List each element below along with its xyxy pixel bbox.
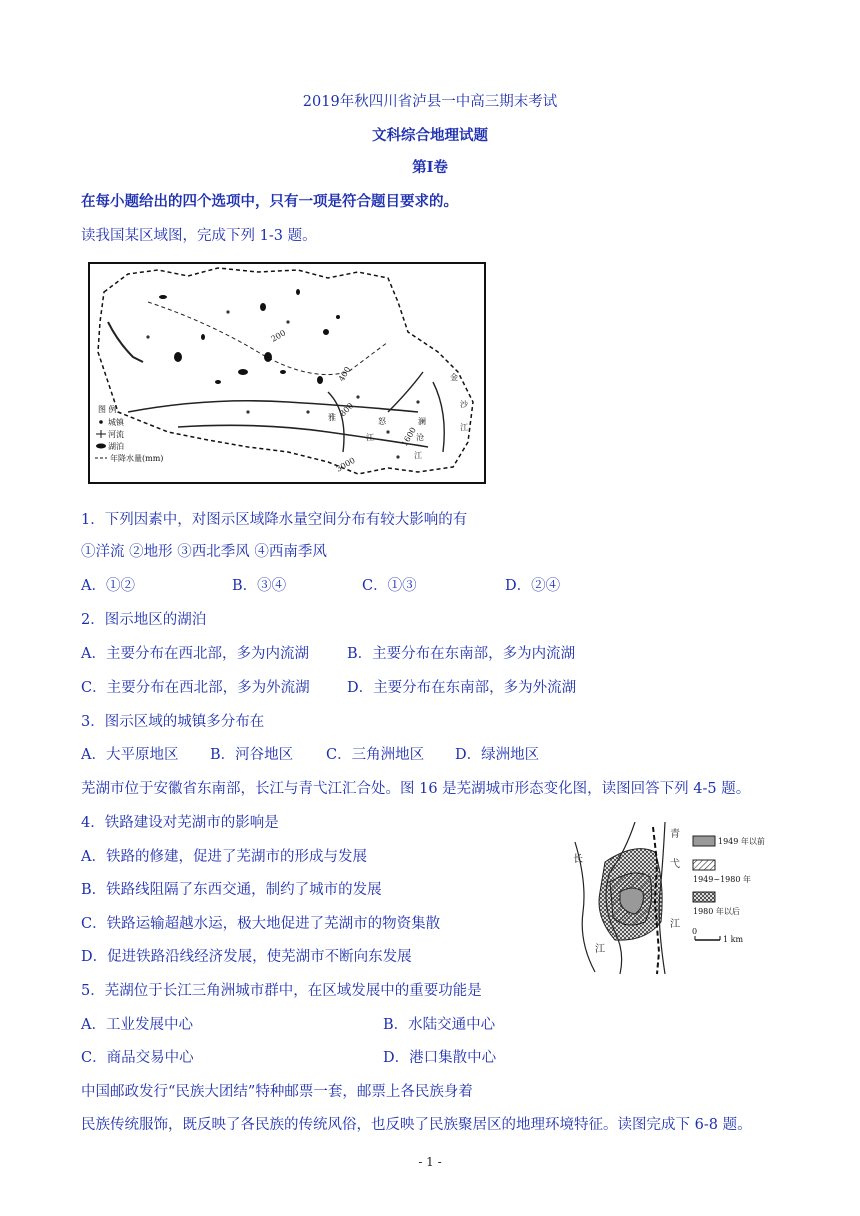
instruction: 在每小题给出的四个选项中，只有一项是符合题目要求的。 (81, 193, 458, 210)
legend-river: 河流 (108, 430, 124, 439)
q2-stem: 2．图示地区的湖泊 (81, 612, 207, 628)
region-map-figure (88, 262, 486, 484)
legend-precip: 年降水量(mm) (110, 454, 164, 463)
q2-option-b[interactable]: B．主要分布在东南部，多为内流湖 (347, 646, 576, 662)
isohyet-1600: 1600 (399, 425, 418, 448)
q3-option-b[interactable]: B．河谷地区 (210, 747, 294, 763)
wuhu-legend-1980: 1980 年以后 (693, 907, 740, 916)
q1-factors: ①洋流 ②地形 ③西北季风 ④西南季风 (81, 544, 327, 560)
school-title: 2019年秋四川省泸县一中高三期末考试 (302, 94, 558, 110)
isohyet-3000: 3000 (334, 455, 357, 474)
legend-town: 城镇 (108, 418, 124, 427)
q4-option-a[interactable]: A．铁路的修建，促进了芜湖市的形成与发展 (81, 849, 367, 865)
wuhu-city-map-figure (565, 822, 767, 976)
isohyet-200: 200 (269, 328, 288, 344)
place-lan: 澜 (418, 417, 426, 426)
intro-q6-8-line2: 民族传统服饰，既反映了各民族的传统风俗，也反映了民族聚居区的地理环境特征。读图完成下 6-8 题。 (81, 1117, 752, 1133)
q1-option-d[interactable]: D．②④ (505, 578, 561, 594)
q4-stem: 4．铁路建设对芜湖市的影响是 (81, 815, 279, 831)
q5-option-d[interactable]: D．港口集散中心 (383, 1050, 497, 1066)
q4-option-c[interactable]: C．铁路运输超越水运，极大地促进了芜湖市的物资集散 (81, 916, 441, 932)
intro-q1-3: 读我国某区域图，完成下列 1-3 题。 (81, 228, 317, 244)
place-cang: 沧 (416, 433, 424, 442)
q4-option-d[interactable]: D．促进铁路沿线经济发展，使芜湖市不断向东发展 (81, 949, 412, 965)
wuhu-legend-1949-1980: 1949~1980 年 (693, 875, 751, 884)
q1-option-b[interactable]: B．③④ (232, 578, 287, 594)
map1-legend-title: 图 例 (98, 405, 117, 414)
q2-option-d[interactable]: D．主要分布在东南部，多为外流湖 (347, 680, 577, 696)
place-nu: 怒 (378, 417, 386, 426)
q1-option-a[interactable]: A．①② (81, 578, 135, 594)
place-jin: 金 (450, 373, 458, 382)
q1-option-c[interactable]: C．①③ (362, 578, 417, 594)
wuhu-river-qing: 青 (670, 829, 680, 840)
wuhu-scale-1km: 1 km (723, 935, 744, 944)
q1-stem: 1．下列因素中，对图示区域降水量空间分布有较大影响的有 (81, 512, 468, 528)
wuhu-scale-0: 0 (692, 927, 698, 936)
q3-stem: 3．图示区域的城镇多分布在 (81, 714, 265, 730)
q3-option-c[interactable]: C．三角洲地区 (326, 747, 425, 763)
isohyet-800: 800 (338, 401, 356, 419)
place-jiang-1: 江 (460, 423, 468, 432)
place-sha: 沙 (460, 400, 468, 409)
place-ya: 雅 (328, 413, 336, 422)
q3-option-d[interactable]: D．绿洲地区 (455, 747, 540, 763)
place-jiang-3: 江 (366, 433, 374, 442)
isohyet-400: 400 (336, 365, 353, 383)
q5-stem: 5．芜湖位于长江三角洲城市群中，在区域发展中的重要功能是 (81, 983, 482, 999)
q2-option-a[interactable]: A．主要分布在西北部，多为内流湖 (81, 646, 309, 662)
q3-option-a[interactable]: A．大平原地区 (81, 747, 179, 763)
intro-q6-8-line1: 中国邮政发行“民族大团结”特种邮票一套，邮票上各民族身着 (81, 1084, 473, 1100)
q5-option-a[interactable]: A．工业发展中心 (81, 1017, 193, 1033)
q5-option-b[interactable]: B．水陆交通中心 (383, 1017, 496, 1033)
volume-label: 第Ⅰ卷 (412, 159, 448, 176)
wuhu-river-jiang-2: 江 (670, 919, 680, 930)
exam-title: 文科综合地理试题 (372, 127, 488, 144)
q4-option-b[interactable]: B．铁路线阻隔了东西交通，制约了城市的发展 (81, 882, 382, 898)
q5-option-c[interactable]: C．商品交易中心 (81, 1050, 194, 1066)
place-jiang-2: 江 (414, 451, 422, 460)
q2-option-c[interactable]: C．主要分布在西北部，多为外流湖 (81, 680, 310, 696)
intro-q4-5: 芜湖市位于安徽省东南部，长江与青弋江汇合处。图 16 是芜湖城市形态变化图，读图回答下列 4-5 题。 (81, 781, 751, 797)
wuhu-river-jiang-1: 江 (595, 944, 605, 955)
wuhu-river-yi: 弋 (670, 859, 680, 870)
wuhu-legend-1949: 1949 年以前 (718, 837, 765, 846)
legend-lake: 湖泊 (108, 442, 124, 451)
wuhu-river-chang: 长 (573, 854, 583, 865)
page-number: - 1 - (418, 1155, 442, 1169)
